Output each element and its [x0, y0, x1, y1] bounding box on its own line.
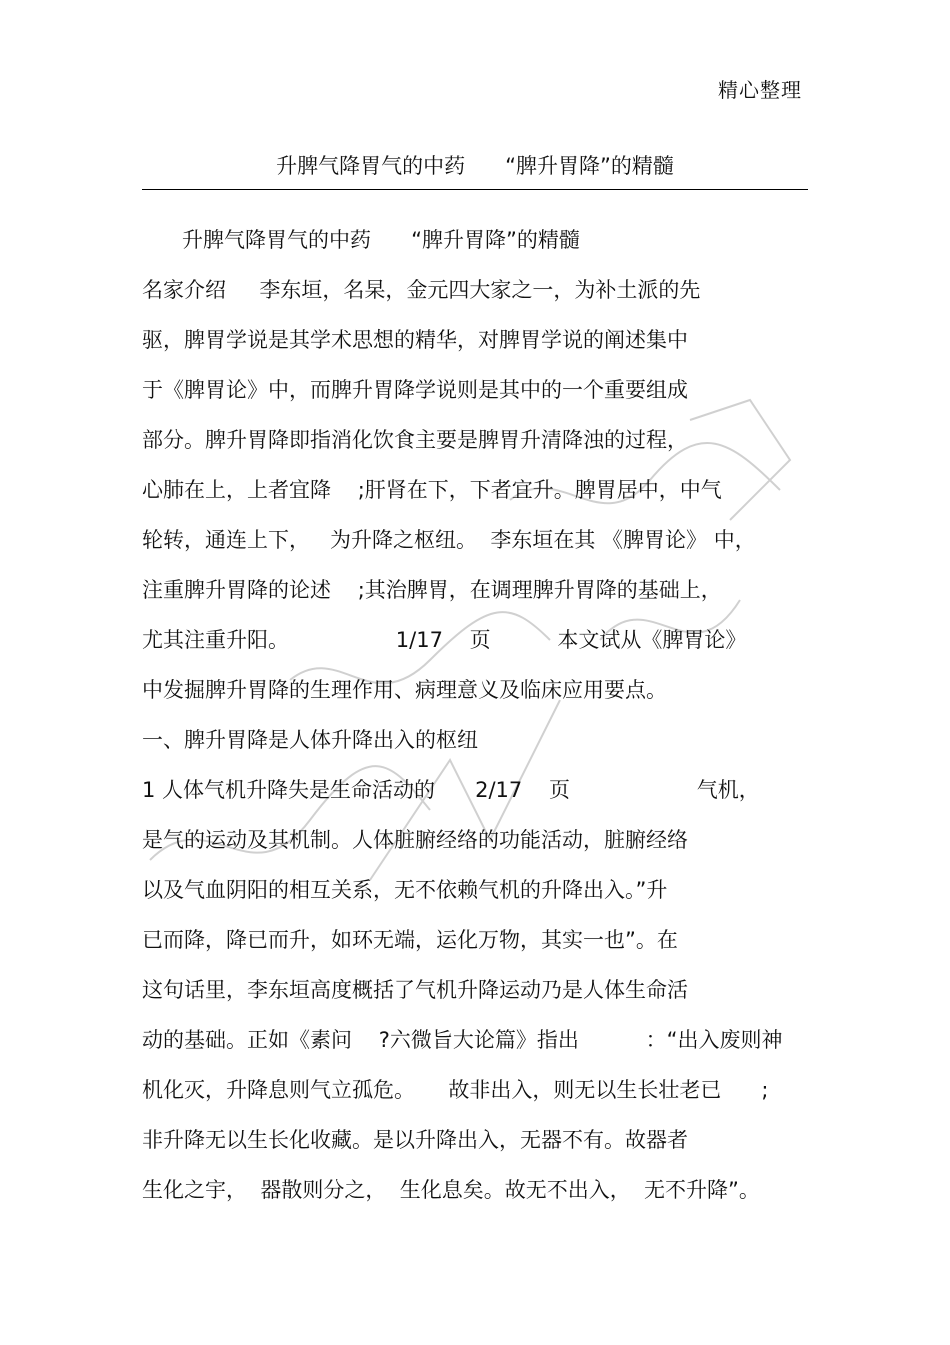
page-title: 升脾气降胃气的中药 “脾升胃降”的精髓: [276, 154, 674, 178]
header-mark: 精心整理: [718, 78, 802, 102]
body-line: 生化之宇， 器散则分之， 生化息矣。故无不出入， 无不升降”。: [142, 1178, 760, 1202]
body-line: 轮转，通连上下， 为升降之枢纽。 李东垣在其 《脾胃论》 中，: [142, 528, 756, 552]
body-line: 驱，脾胃学说是其学术思想的精华，对脾胃学说的阐述集中: [142, 328, 688, 352]
title-underline: [142, 189, 808, 190]
body-line: 尤其注重升阳。 1/17 页 本文试从《脾胃论》: [142, 628, 747, 652]
subtitle-line: 升脾气降胃气的中药 “脾升胃降”的精髓: [142, 228, 580, 252]
watermark-handwriting: [130, 380, 830, 940]
section-heading: 一、脾升胃降是人体升降出入的枢纽: [142, 728, 478, 752]
body-line: 于《脾胃论》中，而脾升胃降学说则是其中的一个重要组成: [142, 378, 688, 402]
body-line: 非升降无以生长化收藏。是以升降出入，无器不有。故器者: [142, 1128, 688, 1152]
body-line: 1 人体气机升降失是生命活动的 2/17 页 气机，: [142, 778, 760, 802]
body-line: 名家介绍 李东垣，名杲，金元四大家之一，为补土派的先: [142, 278, 701, 302]
body-line: 以及气血阴阳的相互关系，无不依赖气机的升降出入。”升: [142, 878, 668, 902]
body-line: 中发掘脾升胃降的生理作用、病理意义及临床应用要点。: [142, 678, 667, 702]
body-line: 是气的运动及其机制。人体脏腑经络的功能活动，脏腑经络: [142, 828, 688, 852]
body-line: 已而降，降已而升，如环无端，运化万物，其实一也”。在: [142, 928, 678, 952]
body-line: 机化灭，升降息则气立孤危。 故非出入，则无以生长壮老已 ;: [142, 1078, 769, 1102]
body-line: 这句话里，李东垣高度概括了气机升降运动乃是人体生命活: [142, 978, 688, 1002]
body-line: 注重脾升胃降的论述 ;其治脾胃，在调理脾升胃降的基础上，: [142, 578, 722, 602]
body-line: 部分。脾升胃降即指消化饮食主要是脾胃升清降浊的过程，: [142, 428, 688, 452]
body-line: 心肺在上，上者宜降 ;肝肾在下，下者宜升。脾胃居中，中气: [142, 478, 722, 502]
body-line: 动的基础。正如《素问 ?六微旨大论篇》指出 ：“出入废则神: [142, 1028, 783, 1052]
